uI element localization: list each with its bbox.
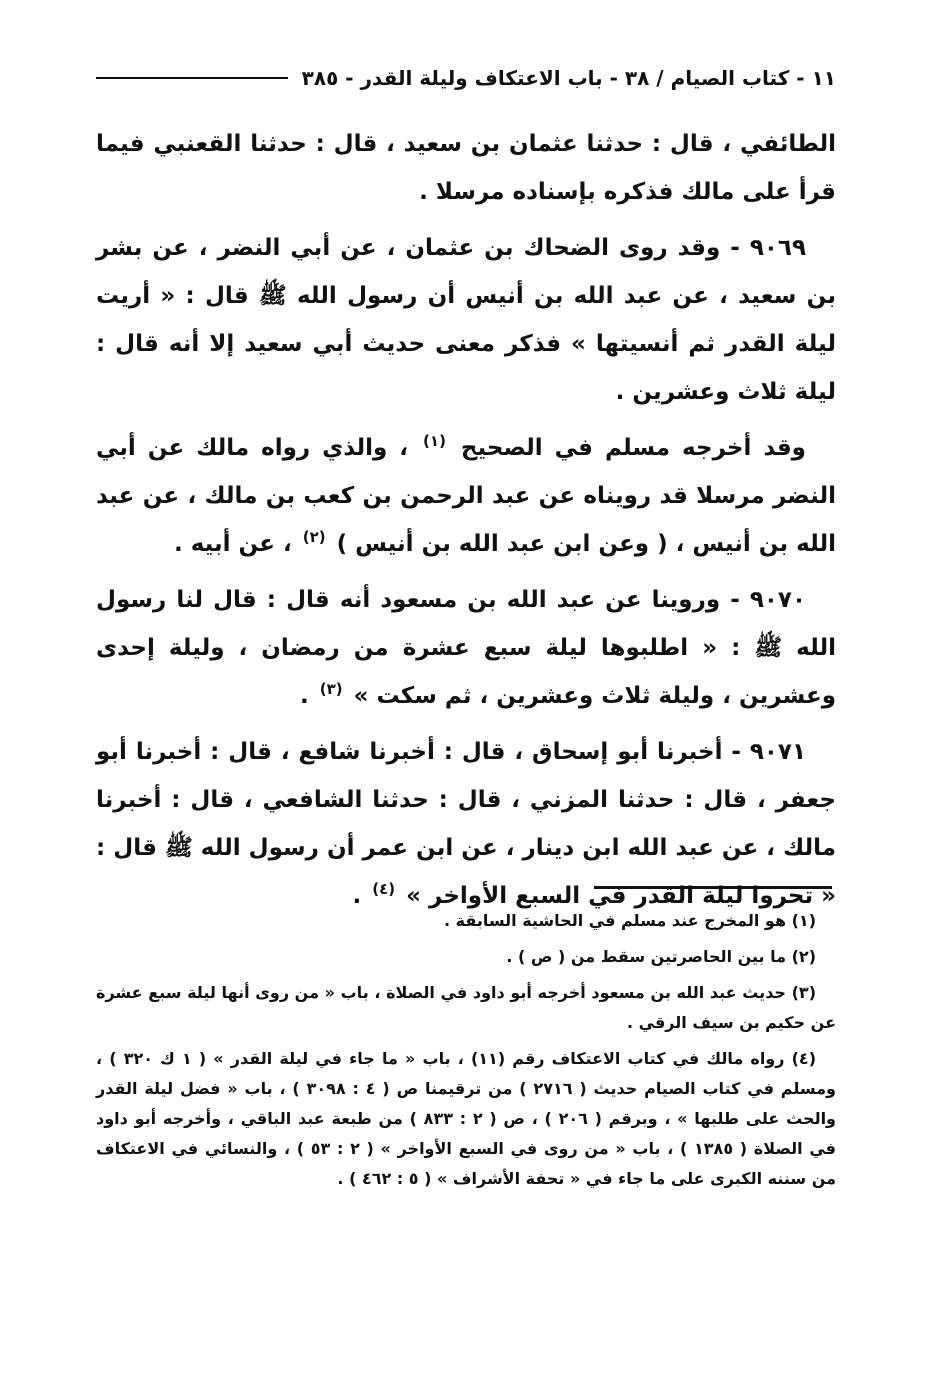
main-text [96, 120, 836, 928]
paragraph-commentary [96, 424, 836, 568]
running-title: ١١ - كتاب الصيام / ٣٨ - باب الاعتكاف وليلة القدر - ٣٨٥ [301, 66, 836, 90]
footnote-1: (١) هو المخرج عند مسلم في الحاشية السابقة . [443, 911, 816, 930]
paragraph-text: ، والذي رواه مالك عن أبي النضر مرسلا قد رويناه عن عبد الرحمن بن كعب بن مالك ، عن عبد الله بن أنيس ، ( وعن ابن عبد الله بن أنيس ) [96, 435, 836, 557]
hadith-9069 [96, 224, 836, 416]
paragraph-text: . [299, 683, 309, 709]
hadith-9071 [96, 728, 836, 920]
paragraph-text: ٩٠٦٩ - وقد روى الضحاك بن عثمان ، عن أبي النضر ، عن بشر بن سعيد ، عن عبد الله بن أنيس أن رسول الله ﷺ قال : « أريت ليلة القدر ثم أنسيتها » فذكر معنى حديث أبي سعيد إلا أنه قال : ليلة ثلاث وعشرين . [96, 235, 836, 405]
hadith-9070 [96, 576, 836, 720]
footnote-ref-1: (١) [423, 432, 446, 451]
paragraph-text: . [352, 883, 362, 909]
paragraph-text: ٩٠٧١ - أخبرنا أبو إسحاق ، قال : أخبرنا شافع ، قال : أخبرنا أبو جعفر ، قال : حدثنا المزني ، قال : حدثنا الشافعي ، قال : أخبرنا مالك ، عن عبد الله ابن دينار ، عن ابن عمر أن رسول الله ﷺ قال : « تحروا ليلة القدر في السبع الأواخر » [96, 739, 836, 909]
paragraph-text: الطائفي ، قال : حدثنا عثمان بن سعيد ، قال : حدثنا القعنبي فيما قرأ على مالك فذكره بإسناده مرسلا . [96, 131, 836, 205]
paragraph-text: ، عن أبيه . [173, 531, 292, 557]
footnote-4: (٤) رواه مالك في كتاب الاعتكاف رقم (١١) ، باب « ما جاء في ليلة القدر » ( ١ ك ٣٢٠ ) ، ومسلم في كتاب الصيام حديث ( ٢٧١٦ ) من ترقيمنا ص ( ٤ : ٣٠٩٨ ) ، باب « فضل ليلة القدر والحث على طلبها » ، وبرقم ( ٢٠٦ ) ، ص ( ٢ : ٨٣٣ ) من طبعة عبد الباقي ، وأخرجه أبو داود في الصلاة ( ١٣٨٥ ) ، باب « من روى في السبع الأواخر » ( ٢ : ٥٣ ) ، والنسائي في الاعتكاف من سننه الكبرى على ما جاء في « تحفة الأشراف » ( ٥ : ٤٦٢ ) . [96, 1049, 837, 1188]
footnote-3: (٣) حديث عبد الله بن مسعود أخرجه أبو داود في الصلاة ، باب « من روى أنها ليلة سبع عشرة عن حكيم بن سيف الرقي . [96, 983, 836, 1032]
paragraph-continuation [96, 120, 836, 216]
paragraph-text: ٩٠٧٠ - وروينا عن عبد الله بن مسعود أنه قال : قال لنا رسول الله ﷺ : « اطلبوها ليلة سبع عشرة من رمضان ، وليلة إحدى وعشرين ، وليلة ثلاث وعشرين ، ثم سكت » [96, 587, 836, 709]
footnote-ref-2: (٢) [302, 528, 326, 547]
running-header [96, 58, 836, 98]
header-rule [96, 77, 288, 79]
footnote-2: (٢) ما بين الحاصرتين سقط من ( ص ) . [506, 947, 816, 966]
footnote-ref-3: (٣) [319, 680, 343, 699]
footnotes [96, 906, 836, 1200]
footnote-ref-4: (٤) [372, 880, 396, 899]
footnote-separator [594, 886, 832, 889]
paragraph-text: وقد أخرجه مسلم في الصحيح [460, 435, 806, 461]
